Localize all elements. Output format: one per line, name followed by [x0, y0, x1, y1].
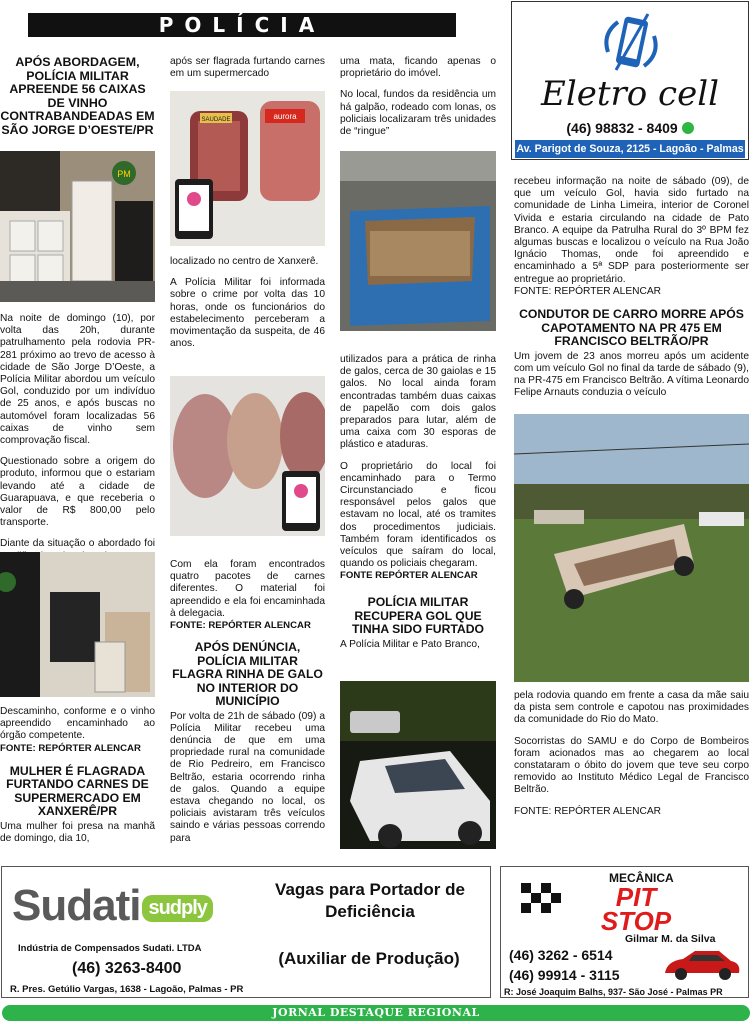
stop-text: STOP [600, 906, 672, 936]
meat-tag-text: SAUDADE [201, 117, 231, 123]
smartphone-icon [600, 12, 662, 76]
column-3-middle [340, 354, 496, 660]
mecanica-label: MECÂNICA [609, 871, 674, 885]
sudati-phone: (46) 3263-8400 [72, 960, 182, 977]
column-2-top [170, 56, 325, 89]
photo-cockfight-ring [340, 151, 496, 331]
meat-paragraph-5: Com ela foram encontrados quatro pacotes de carnes diferentes. O material foi apreendido e ela foi encaminhada à delegacia. [170, 559, 325, 619]
eletrocell-brand: Eletro cell [541, 74, 719, 114]
column-1-body [0, 313, 155, 572]
cockfight-paragraph-4: utilizados para a prática de rinha de galos, cerca de 30 gaiolas e 15 galos. No local ainda foram encontradas também duas caixas de papelão com dois galos preparados para lutar, além de uma caixa com 30 esporas de plástico e ataduras. [340, 354, 496, 451]
column-3-top [340, 56, 496, 147]
headline-wine: APÓS ABORDAGEM, POLÍCIA MILITAR APREENDE 56 CAIXAS DE VINHO CONTRABANDEADAS EM SÃO JORGE D’OESTE/PR [0, 55, 155, 137]
vacancy-role: (Auxiliar de Produção) [278, 949, 460, 968]
eletrocell-ad [511, 1, 749, 173]
meat-source: FONTE: REPÓRTER ALENCAR [170, 620, 311, 632]
photo-meat-packages [170, 91, 325, 246]
column-2-middle [170, 256, 325, 359]
column-1-bottom [0, 706, 155, 854]
column-4-top [514, 176, 749, 408]
crash-paragraph-1: Um jovem de 23 anos morreu após um acidente com um veículo Gol no final da tarde de sábado (9), na PR-475 em Francisco Beltrão. A vítima Leonardo Felipe Arnauts conduzia o veículo [514, 350, 749, 399]
eletrocell-address: Av. Parigot de Souza, 2125 - Lagoão - Palmas PR [515, 140, 745, 158]
photo-meat-pieces [170, 376, 325, 536]
sudati-company: Indústria de Compensados Sudati. LTDA [18, 943, 202, 954]
cockfight-paragraph-3: No local, fundos da residência um há galpão, rodeado com lonas, os policiais localizaram três unidades de “ringue” [340, 89, 496, 138]
meat-brand-text: aurora [273, 112, 297, 121]
section-banner: POLÍCIA [28, 13, 456, 37]
eletrocell-phone [512, 120, 748, 136]
headline-stolen-gol: POLÍCIA MILITAR RECUPERA GOL QUE TINHA SIDO FURTADO [351, 595, 485, 637]
sudati-ad [1, 866, 491, 998]
column-4-bottom [514, 690, 749, 818]
mecanica-phone-2: (46) 99914 - 3115 [509, 967, 620, 983]
wine-paragraph-3: Diante da situação o abordado foi [0, 538, 155, 550]
pit-stop-logo [551, 882, 721, 936]
headline-crash: CONDUTOR DE CARRO MORRE APÓS CAPOTAMENTO NA PR 475 EM FRANCISCO BELTRÃO/PR [519, 307, 744, 349]
column-2-bottom [170, 559, 325, 854]
meat-paragraph-4: A Polícia Militar foi informada sobre o crime por volta das 10 horas, onde os funcionários do estabelecimento perceberam a movimentação da suspeita, de 46 anos. [170, 277, 325, 350]
eletrocell-phone-number: (46) 98832 - 8409 [566, 120, 678, 136]
sudati-logo [12, 881, 213, 931]
mecanica-owner: Gilmar M. da Silva [625, 933, 716, 945]
meat-paragraph-1: Uma mulher foi presa na manhã de domingo, dia 10, [0, 820, 155, 844]
headline-cockfight: APÓS DENÚNCIA, POLÍCIA MILITAR FLAGRA RINHA DE GALO NO INTERIOR DO MUNICÍPIO [172, 640, 323, 709]
meat-paragraph-2: após ser flagrada furtando carnes em um supermercado [170, 56, 325, 80]
stolen-gol-paragraph-1: A Polícia Militar e Pato Branco, [340, 638, 480, 650]
red-car-icon [661, 947, 743, 983]
crash-source: FONTE: REPÓRTER ALENCAR [514, 805, 661, 817]
wine-paragraph-2: Questionado sobre a origem do produto, informou que o estariam levando até a cidade de Guarapuava, e que receberia o valor de R$ 800,00 pelo transporte. [0, 456, 155, 529]
sudati-address: R. Pres. Getúlio Vargas, 1638 - Lagoão, Palmas - PR [10, 984, 244, 995]
headline-meat: MULHER É FLAGRADA FURTANDO CARNES DE SUPERMERCADO EM XANXERÊ/PR [6, 763, 149, 819]
cockfight-paragraph-5: O proprietário do local foi encaminhado para o Termo Circunstanciado e ficou responsável pelos galos que estavam no local, até os tramites dos procedimentos judiciais. Também foram identificados os veículos que saíram do local, quando os policiais chegaram. [340, 460, 496, 570]
mecanica-phone-1: (46) 3262 - 6514 [509, 947, 613, 963]
photo-crash [514, 414, 749, 682]
column-1 [0, 56, 155, 139]
photo-stolen-gol [340, 681, 496, 849]
stolen-gol-source: FONTE: REPÓRTER ALENCAR [514, 285, 661, 297]
whatsapp-icon [682, 122, 694, 134]
photo-wine-closeup [0, 552, 155, 697]
cockfight-paragraph-1: Por volta de 21h de sábado (09) a Polícia Militar recebeu uma denúncia de que em uma propriedade rural na comunidade de Rio Pedreiro, em Francisco Beltrão, estaria ocorrendo rinha de galos. Quando a equipe estava chegando no local, os policiais avistaram três veículos saindo e várias pessoas correndo para [170, 710, 325, 844]
sudati-brand: Sudati [12, 881, 141, 930]
crash-paragraph-2: pela rodovia quando em frente a casa da mãe saiu da pista sem controle e capotou nas proximidades da comunidade do Rio do Mato. [514, 690, 749, 726]
badge-text: PM [117, 169, 131, 179]
photo-wine-boxes [0, 151, 155, 302]
mecanica-ad [500, 866, 749, 998]
mecanica-address: R: José Joaquim Balhs, 937- São José - Palmas PR [504, 987, 723, 997]
meat-paragraph-3: localizado no centro de Xanxerê. [170, 256, 319, 267]
wine-paragraph-4: Descaminho, conforme e o vinho apreendido encaminhado ao órgão competente. [0, 706, 155, 742]
stolen-gol-paragraph-2: recebeu informação na noite de sábado (09), de que um veículo Gol, havia sido furtado na comunidade de Linha Limeira, interior de Coronel Vivida e estaria circulando na cidade de Pato Branco. A equipe da Patrulha Rural do 3º BPM fez algumas buscas e localizou o veículo na Rua João Ignácio Thomas, onde foi apreendido e encaminhado a 5ª SDP para posteriormente ser entregue ao proprietário. [514, 176, 749, 285]
crash-paragraph-3: Socorristas do SAMU e do Corpo de Bombeiros foram acionados mas ao chegarem ao local constataram o óbito do jovem que teve seu corpo removido ao Instituto Médico Legal de Francisco Beltrão. [514, 735, 749, 796]
cockfight-paragraph-2: uma mata, ficando apenas o proprietário do imóvel. [340, 56, 496, 80]
sudply-brand: sudply [142, 895, 212, 922]
wine-paragraph-1: Na noite de domingo (10), por volta das 20h, durante patrulhamento pela rodovia PR-281 próximo ao trevo de acesso à cidade de São Jorge D’Oeste, a Polícia Militar abordou um veículo Gol, conduzido por um indivíduo de 25 anos, e após buscas no automóvel foram localizadas 56 caixas de vinho sem comprovação fiscal. [0, 313, 155, 447]
pit-text: PIT [615, 882, 657, 912]
wine-source: FONTE: REPÓRTER ALENCAR [0, 742, 141, 754]
cockfight-source: FONTE REPÓRTER ALENCAR [340, 570, 478, 582]
footer-bar: JORNAL DESTAQUE REGIONAL [2, 1005, 750, 1021]
vacancy-title: Vagas para Portador de Deficiência [275, 880, 465, 921]
